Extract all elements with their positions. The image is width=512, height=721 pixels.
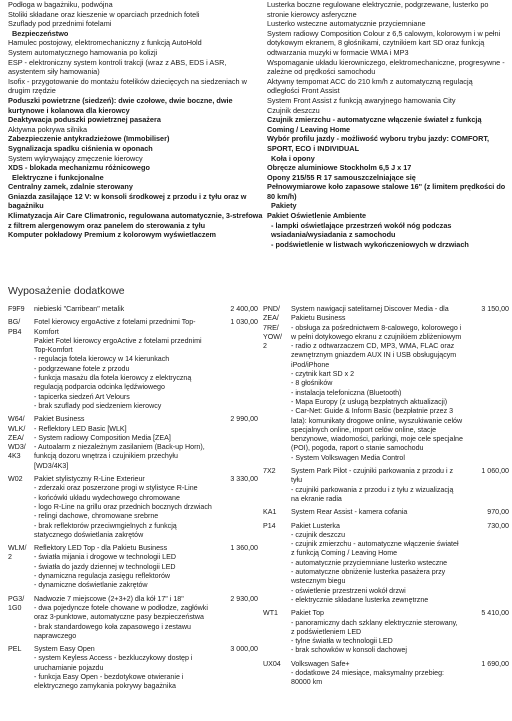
option-price: 2 990,00 bbox=[230, 415, 258, 424]
option-price: 970,00 bbox=[487, 508, 509, 517]
feature-line: Szuflady pod przednimi fotelami bbox=[8, 19, 112, 29]
option-title: System nawigacji satelitarnej Discover Media - dla Pakietu Business bbox=[291, 305, 449, 323]
option-code: W02 bbox=[8, 475, 23, 484]
option-price: 5 410,00 bbox=[481, 609, 509, 618]
option-code: KA1 bbox=[263, 508, 277, 517]
feature-line: ESP - elektroniczny system kontroli trakcji (wraz z ABS, EDS i ASR, asystentem siły hamowania) bbox=[8, 57, 227, 77]
option-row bbox=[263, 609, 509, 655]
feature-line: Komputer pokładowy Premium z kolorowym wyświetlaczem bbox=[8, 230, 217, 240]
option-row bbox=[8, 305, 258, 314]
option-description bbox=[34, 305, 216, 314]
feature-line: - lampki oświetlające przestrzeń wokół nóg podczas wsiadania/wysiadania z samochodu bbox=[271, 220, 452, 240]
option-row bbox=[8, 544, 258, 590]
option-row bbox=[263, 305, 509, 463]
option-description bbox=[34, 544, 216, 590]
feature-line: Wspomaganie układu kierowniczego, elektromechaniczne, progresywne - zależne od prędkości samochodu bbox=[267, 57, 505, 77]
feature-line: System radiowy Composition Colour z 6,5 calowym, kolorowym i w pełni dotykowym ekranem, 8 głośnikami, czytnikiem kart SD oraz funkcją odtwarzania muzyki w formacie WMA i MP3 bbox=[267, 28, 501, 57]
option-title: Pakiet Business bbox=[34, 415, 85, 424]
option-code: UX04 bbox=[263, 659, 281, 668]
option-title: Volkswagen Safe+ bbox=[291, 659, 350, 668]
option-row bbox=[263, 467, 509, 504]
feature-line: Gniazda zasilające 12 V: w konsoli środkowej z przodu i z tyłu oraz w bagażniku bbox=[8, 191, 247, 211]
optional-equipment-right-column bbox=[263, 305, 509, 692]
option-row bbox=[263, 660, 509, 688]
option-price: 1 360,00 bbox=[230, 544, 258, 553]
option-row bbox=[8, 475, 258, 540]
option-description bbox=[291, 305, 467, 463]
feature-line: System wykrywający zmęczenie kierowcy bbox=[8, 153, 143, 163]
option-description bbox=[34, 318, 216, 411]
option-row bbox=[263, 522, 509, 606]
section-heading: Bezpieczeństwo bbox=[12, 28, 69, 38]
option-details: - dwa pojedyncze fotele chowane w podłodze, zagłówki oraz 3-punktowe, automatyczne pasy bezpieczeństwa - brak standardowego koła zapasowego i zestawu naprawczego bbox=[34, 603, 208, 640]
feature-line: Zabezpieczenie antykradzieżowe (Immobiliser) bbox=[8, 134, 170, 144]
feature-line: Pełnowymiarowe koło zapasowe stalowe 16" (z limitem prędkości do 80 km/h) bbox=[267, 182, 506, 201]
feature-line: Centralny zamek, zdalnie sterowany bbox=[8, 182, 133, 192]
feature-line: Czujnik zmierzchu - automatyczne włączenie świateł z funkcją Coming / Leaving Home bbox=[267, 115, 482, 134]
section-heading: Koła i opony bbox=[271, 153, 315, 163]
option-code: WLM/ 2 bbox=[8, 544, 27, 562]
option-row bbox=[263, 508, 509, 517]
option-description bbox=[34, 415, 216, 471]
feature-line: Poduszki powietrzne (siedzeń): dwie czołowe, dwie boczne, dwie kurtynowe i kolanowa dla kierowcy bbox=[8, 95, 233, 115]
feature-line: Wybór profilu jazdy - możliwość wyboru trybu jazdy: COMFORT, SPORT, ECO i INDIVIDUAL bbox=[267, 134, 490, 153]
option-row bbox=[8, 595, 258, 641]
feature-line: Opony 215/55 R 17 samouszczelniające się bbox=[267, 172, 416, 182]
option-price: 3 150,00 bbox=[481, 305, 509, 313]
option-title: System Park Pilot - czujniki parkowania z przodu i z tyłu bbox=[291, 467, 454, 485]
option-details: - zderzaki oraz poszerzone progi w stylistyce R-Line - końcówki układu wydechowego chromowane - logo R-Line na grillu oraz przednich bocznych drzwiach - relingi dachowe, chromowane srebrne - brak reflektorów przeciwmgielnych z funkcją statycznego doświetlania zakrętów bbox=[34, 484, 212, 539]
option-code: P14 bbox=[263, 521, 276, 530]
option-price: 3 330,00 bbox=[230, 475, 258, 484]
feature-line: Lusterka boczne regulowane elektrycznie, podgrzewane, lusterko po stronie kierowcy asferyczne bbox=[267, 0, 489, 19]
option-details: - światła mijania i drogowe w technologii LED - światła do jazdy dziennej w technologii LED - dynamiczna regulacja zasięgu reflektorów - dynamiczne doświetlanie zakrętów bbox=[34, 553, 176, 590]
option-price: 1 060,00 bbox=[481, 467, 509, 476]
option-price: 2 930,00 bbox=[230, 594, 258, 603]
feature-line: Czujnik deszczu bbox=[267, 105, 320, 115]
option-details: - czujniki parkowania z przodu i z tyłu z wizualizacją na ekranie radia bbox=[291, 485, 454, 503]
option-details: - system Keyless Access - bezkluczykowy dostęp i uruchamianie pojazdu - funkcja Easy Open - bezdotykowe otwieranie i elektrycznego zamykania pokrywy bagażnika bbox=[34, 654, 193, 691]
option-row bbox=[8, 318, 258, 411]
option-price: 730,00 bbox=[487, 521, 509, 530]
feature-line: Aktywny tempomat ACC do 210 km/h z automatyczną regulacją odległości Front Assist bbox=[267, 76, 473, 96]
standard-equipment-left-column bbox=[8, 0, 263, 240]
option-description bbox=[291, 508, 467, 517]
feature-line: XDS - blokada mechanizmu różnicowego bbox=[8, 163, 150, 173]
option-details: Pakiet Fotel kierowcy ergoActive z fotelami przednimi Top-Komfort - regulacja fotela kierowcy w 14 kierunkach - podgrzewane fotele z przodu - funkcja masażu dla fotela kierowcy z elektryczną regulacją podparcia odcinka lędźwiowego - tapicerka siedzeń Art Velours - brak szuflady pod siedzeniem kierowcy bbox=[34, 336, 202, 410]
option-title: Fotel kierowcy ergoActive z fotelami przednimi Top-Komfort bbox=[34, 318, 196, 336]
option-title: Reflektory LED Top - dla Pakietu Business bbox=[34, 544, 168, 553]
option-description bbox=[291, 609, 467, 655]
option-description bbox=[291, 522, 467, 606]
option-code: PEL bbox=[8, 645, 22, 654]
option-price: 1 030,00 bbox=[230, 318, 258, 327]
option-code: PG3/ 1G0 bbox=[8, 594, 25, 612]
feature-line: Isofix - przygotowanie do montażu fotelików dziecięcych na siedzeniach w drugim rzędzie bbox=[8, 76, 247, 96]
option-price: 1 690,00 bbox=[481, 659, 509, 668]
option-title: Pakiet Top bbox=[291, 609, 324, 618]
standard-equipment-right-column bbox=[267, 0, 507, 249]
feature-line: Podłoga w bagażniku, podwójna bbox=[8, 0, 113, 9]
feature-line: Obręcze aluminiowe Stockholm 6,5 J x 17 bbox=[267, 163, 412, 173]
option-details: - obsługa za pośrednictwem 8-calowego, kolorowego i w pełni dotykowego ekranu z czujnikiem zbliżeniowym - radio z odtwarzaczem CD, MP3, WMA, FLAC oraz zewnętrznym gniazdem AUX IN i USB obsługującym iPod/iPhone - czytnik kart SD x 2 - 8 głośników - instalacja telefoniczna (Bluetooth) - Mapa Europy (z usługą bezpłatnych aktualizacji) - Car-Net: Guide & Inform Basic (bezpłatnie przez 3 lata): komunikaty drogowe online, wyszukiwanie celów specjalnych online, import celów online, stacje benzynowe, wiadomości, parkingi, moje cele specjalne (POI), pogoda, raport o stanie samochodu - System Volkswagen Media Control bbox=[291, 323, 463, 462]
option-description bbox=[291, 660, 467, 688]
option-row bbox=[8, 645, 258, 691]
feature-line: Stoliki składane oraz kieszenie w oparciach przednich foteli bbox=[8, 9, 200, 19]
feature-line: Lusterko wsteczne automatycznie przyciemniane bbox=[267, 19, 426, 29]
feature-line: Aktywna pokrywa silnika bbox=[8, 124, 88, 134]
feature-line: Hamulec postojowy, elektromechaniczny z funkcją AutoHold bbox=[8, 38, 202, 48]
option-code: W64/ WLK/ ZEA/ WD3/ 4K3 bbox=[8, 415, 26, 461]
feature-line: Pakiet Oświetlenie Ambiente bbox=[267, 211, 367, 221]
option-title: Pakiet stylistyczny R-Line Exterieur bbox=[34, 475, 145, 484]
option-description bbox=[34, 645, 216, 691]
option-details: - panoramiczny dach szklany elektrycznie sterowany, z podświetleniem LED - tylne światła w technologii LED - brak schowków w konsoli dachowej bbox=[291, 618, 458, 655]
option-title: Pakiet Lusterka bbox=[291, 521, 340, 530]
option-title: System Easy Open bbox=[34, 645, 95, 654]
feature-line: Klimatyzacja Air Care Climatronic, regulowana automatycznie, 3-strefowa z filtrem alergenowym oraz panelem do sterowania z tyłu bbox=[8, 211, 263, 230]
feature-line: Sygnalizacja spadku ciśnienia w oponach bbox=[8, 143, 153, 153]
feature-line: System automatycznego hamowania po kolizji bbox=[8, 47, 158, 57]
option-details: - czujnik deszczu - czujnik zmierzchu - automatyczne włączenie świateł z funkcją Coming / Leaving Home - automatycznie przyciemniane lusterko wsteczne - automatyczne obniżenie lusterka pasażera przy wstecznym biegu - oświetlenie przestrzeni wokół drzwi - elektrycznie składane lusterka zewnętrzne bbox=[291, 530, 459, 604]
optional-equipment-left-column bbox=[8, 305, 258, 696]
option-title: niebieski "Carribean" metalik bbox=[34, 305, 125, 313]
option-code: F9F9 bbox=[8, 305, 25, 313]
option-code: WT1 bbox=[263, 609, 278, 618]
option-description bbox=[34, 595, 216, 641]
section-heading: Elektryczne i funkcjonalne bbox=[12, 172, 104, 182]
option-details: - dodatkowe 24 miesiące, maksymalny przebieg: 80000 km bbox=[291, 668, 444, 687]
feature-line: - podświetlenie w listwach wykończeniowych w drzwiach bbox=[271, 239, 469, 249]
option-title: Nadwozie 7 miejscowe (2+3+2) dla kół 17" i 18" bbox=[34, 594, 184, 603]
option-details: - Reflektory LED Basic [WLK] - System radiowy Composition Media [ZEA] - Autoalarm z niezależnym zasilaniem (Back-up Horn), funkcją dozoru wnętrza i czujnikiem przechyłu [WD3/4K3] bbox=[34, 424, 205, 470]
option-price: 2 400,00 bbox=[230, 305, 258, 313]
option-description bbox=[291, 467, 467, 504]
optional-equipment-title: Wyposażenie dodatkowe bbox=[8, 285, 125, 297]
option-code: BG/ PB4 bbox=[8, 318, 22, 336]
option-title: System Rear Assist - kamera cofania bbox=[291, 508, 408, 517]
feature-line: Deaktywacja poduszki powietrznej pasażera bbox=[8, 115, 161, 125]
option-code: 7X2 bbox=[263, 467, 276, 476]
option-price: 3 000,00 bbox=[230, 645, 258, 654]
option-row bbox=[8, 415, 258, 471]
feature-line: System Front Assist z funkcją awaryjnego hamowania City bbox=[267, 95, 456, 105]
section-heading: Pakiety bbox=[271, 201, 297, 211]
option-code: PND/ ZEA/ 7RE/ YOW/ 2 bbox=[263, 305, 282, 351]
option-description bbox=[34, 475, 216, 540]
